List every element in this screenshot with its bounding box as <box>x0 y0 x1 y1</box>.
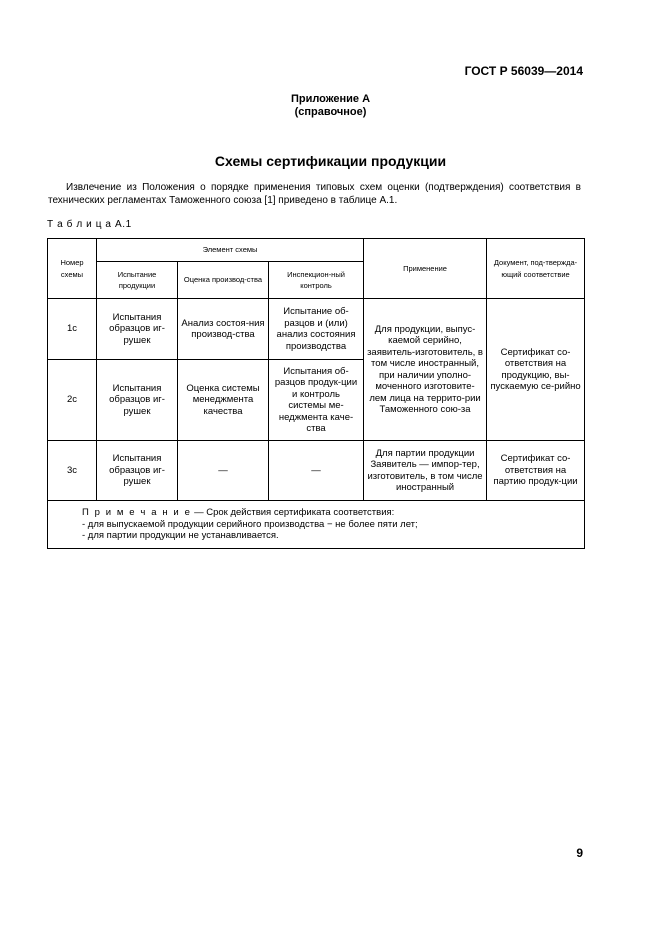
intro-paragraph: Извлечение из Положения о порядке применения типовых схем оценки (подтверждения) соответствия в технических регламентах Таможенного союза [1] приведено в таблице А.1. <box>48 182 581 206</box>
inspection-control-cell: — <box>269 441 364 501</box>
note-line: - для выпускаемой продукции серийного производства − не более пяти лет; <box>82 518 418 530</box>
table-row <box>48 441 585 501</box>
annex-heading <box>0 93 661 119</box>
header-application: Применение <box>364 239 487 299</box>
header-inspection-control: Инспекцион-ный контроль <box>269 262 364 299</box>
product-testing-cell: Испытания образцов иг-рушек <box>97 360 178 441</box>
header-production-assessment: Оценка производ-ства <box>178 262 269 299</box>
inspection-control-cell: Испытание об-разцов и (или) анализ состояния производства <box>269 299 364 360</box>
scheme-number: 2с <box>48 360 97 441</box>
certification-schemes-table <box>47 238 585 549</box>
production-assessment-cell: Оценка системы менеджмента качества <box>178 360 269 441</box>
production-assessment-cell: — <box>178 441 269 501</box>
page-title: Схемы сертификации продукции <box>214 153 447 169</box>
annex-title: Приложение А <box>290 93 371 105</box>
standard-designation: ГОСТ Р 56039—2014 <box>464 64 583 78</box>
note-prefix: П р и м е ч а н и е <box>82 507 192 518</box>
product-testing-cell: Испытания образцов иг-рушек <box>97 441 178 501</box>
page-number: 9 <box>576 846 583 860</box>
header-scheme-number: Номер схемы <box>48 239 97 299</box>
header-document: Документ, под-твержда-ющий соответствие <box>487 239 585 299</box>
document-cell: Сертификат со-ответствия на партию продук-ции <box>487 441 585 501</box>
scheme-number: 1с <box>48 299 97 360</box>
table-note <box>48 501 585 549</box>
application-cell: Для партии продукции Заявитель — импор-тер, изготовитель, в том числе иностранный <box>364 441 487 501</box>
header-product-testing: Испытание продукции <box>97 262 178 299</box>
scheme-number: 3с <box>48 441 97 501</box>
note-text: — Срок действия сертификата соответствия: <box>191 507 395 518</box>
note-line: - для партии продукции не устанавливается. <box>82 530 279 541</box>
production-assessment-cell: Анализ состоя-ния производ-ства <box>178 299 269 360</box>
document-cell: Сертификат со-ответствия на продукцию, вы-пускаемую се-рийно <box>487 299 585 441</box>
application-cell: Для продукции, выпус-каемой серийно, заявитель-изготовитель, в том числе иностранный, при наличии уполно-моченного изготовите-лем лица на террито-рии Таможенного сою-за <box>364 299 487 441</box>
table-row <box>48 299 585 360</box>
annex-type: (справочное) <box>294 106 367 118</box>
table-label: Т а б л и ц а А.1 <box>47 219 132 230</box>
product-testing-cell: Испытания образцов иг-рушек <box>97 299 178 360</box>
inspection-control-cell: Испытания об-разцов продук-ции и контроль системы ме-неджмента каче-ства <box>269 360 364 441</box>
table-note-row <box>48 501 585 549</box>
header-scheme-element: Элемент схемы <box>97 239 364 262</box>
